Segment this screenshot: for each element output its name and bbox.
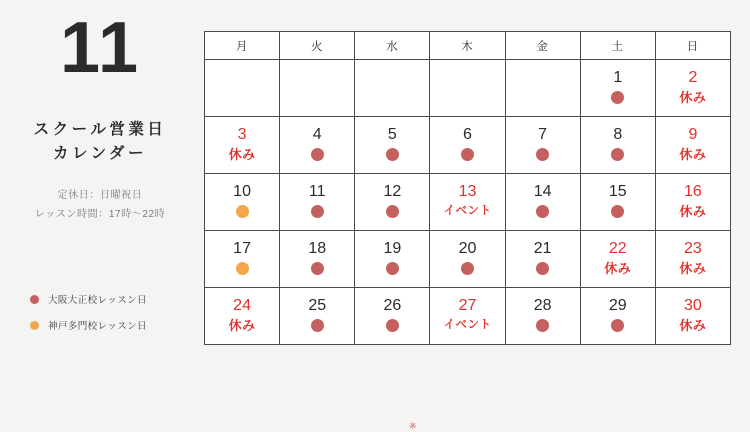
day-number: 24 [233, 297, 251, 315]
lesson-dot-icon [611, 319, 624, 332]
calendar-cell-day-23 [655, 231, 730, 288]
day-number: 30 [684, 297, 702, 315]
day-number: 16 [684, 183, 702, 201]
lesson-dot-icon [611, 89, 624, 107]
weekday-header-sat: 土 [580, 32, 655, 60]
day-number: 23 [684, 240, 702, 258]
lesson-dot-icon [236, 205, 249, 218]
legend-label-osaka: 大阪大正校レッスン日 [48, 295, 147, 306]
calendar-week-row [205, 117, 731, 174]
calendar-cell-empty [430, 60, 505, 117]
event-label-text: イベント [443, 319, 492, 332]
weekday-header-sun: 日 [655, 32, 730, 60]
lesson-dot-icon [461, 262, 474, 275]
lesson-dot-icon [536, 203, 549, 221]
lesson-dot-icon [311, 148, 324, 161]
legend-label-kobe: 神戸多門校レッスン日 [48, 321, 147, 332]
day-number: 8 [613, 126, 623, 144]
lesson-dot-icon [611, 148, 624, 161]
calendar-cell-day-5 [355, 117, 430, 174]
day-number: 11 [308, 183, 326, 201]
day-number: 7 [538, 126, 548, 144]
calendar-cell-day-10 [205, 174, 280, 231]
month-number: 11 [59, 8, 141, 88]
left-info-panel [0, 0, 200, 422]
calendar-cell-day-27 [430, 288, 505, 345]
lesson-dot-icon [386, 317, 399, 335]
note-closed-days: 定休日：日曜祝日 [57, 190, 143, 201]
weekday-header-mon: 月 [205, 32, 280, 60]
calendar-week-row [205, 231, 731, 288]
calendar-body [205, 60, 731, 345]
calendar-cell-day-11 [280, 174, 355, 231]
calendar-cell-day-8 [580, 117, 655, 174]
lesson-dot-icon [536, 148, 549, 161]
calendar-cell-day-25 [280, 288, 355, 345]
event-label [443, 203, 491, 221]
lesson-dot-icon [311, 260, 324, 278]
weekday-header-row [205, 32, 731, 60]
lesson-dot-icon [536, 319, 549, 332]
calendar-cell-empty [205, 60, 280, 117]
legend-dot-icon-osaka [30, 295, 39, 304]
day-number: 13 [458, 183, 477, 201]
calendar-cell-day-1 [580, 60, 655, 117]
closed-label-text: 休み [679, 147, 707, 163]
day-number: 22 [608, 240, 627, 258]
lesson-dot-icon [311, 203, 324, 221]
lesson-dot-icon [461, 148, 474, 161]
lesson-dot-icon [386, 203, 399, 221]
legend-dot-icon-kobe [30, 321, 39, 330]
lesson-dot-icon [611, 317, 624, 335]
day-number: 9 [688, 126, 698, 144]
event-label [443, 317, 491, 335]
day-number: 1 [613, 69, 623, 87]
lesson-dot-icon [311, 262, 324, 275]
calendar-cell-day-29 [580, 288, 655, 345]
day-number: 29 [608, 297, 627, 315]
closed-label-text: 休み [679, 204, 707, 220]
day-number: 6 [463, 126, 472, 144]
lesson-dot-icon [311, 317, 324, 335]
day-number: 10 [233, 183, 251, 201]
day-number: 26 [383, 297, 402, 315]
day-number: 27 [458, 297, 477, 315]
closed-label [229, 317, 256, 335]
calendar-week-row [205, 174, 731, 231]
calendar-cell-day-30 [655, 288, 730, 345]
lesson-dot-icon [311, 146, 324, 164]
calendar-cell-day-15 [580, 174, 655, 231]
calendar-table [204, 31, 731, 345]
lesson-dot-icon [536, 146, 549, 164]
calendar-cell-day-14 [505, 174, 580, 231]
lesson-dot-icon [386, 260, 399, 278]
closed-label-text: 休み [228, 147, 256, 163]
closed-label [679, 203, 706, 221]
day-number: 21 [533, 240, 552, 258]
calendar-cell-day-24 [205, 288, 280, 345]
calendar-cell-day-17 [205, 231, 280, 288]
day-number: 28 [533, 297, 552, 315]
lesson-dot-icon [611, 91, 624, 104]
legend-item-osaka [30, 292, 200, 306]
closed-label-text: 休み [604, 261, 632, 277]
footnote-mark: ※ [409, 421, 418, 431]
calendar-week-row [205, 288, 731, 345]
day-number: 12 [383, 183, 402, 201]
note-lesson-hours: レッスン時間：17時〜22時 [34, 209, 166, 220]
lesson-dot-icon [386, 205, 399, 218]
day-number: 25 [308, 297, 327, 315]
day-number: 17 [233, 240, 251, 258]
day-number: 14 [533, 183, 552, 201]
closed-label [679, 260, 706, 278]
page-title-line-2: カレンダー [53, 145, 147, 163]
day-number: 5 [387, 126, 397, 144]
notes-block [0, 186, 200, 224]
event-label-text: イベント [443, 205, 492, 218]
lesson-dot-icon [386, 262, 399, 275]
calendar-cell-day-7 [505, 117, 580, 174]
closed-label [604, 260, 631, 278]
closed-label-text: 休み [679, 318, 707, 334]
day-number: 15 [608, 183, 627, 201]
calendar-cell-day-9 [655, 117, 730, 174]
lesson-dot-icon [536, 260, 549, 278]
calendar-cell-day-4 [280, 117, 355, 174]
lesson-dot-icon [311, 205, 324, 218]
lesson-dot-icon [311, 319, 324, 332]
lesson-dot-icon [611, 205, 624, 218]
lesson-dot-icon [236, 260, 249, 278]
lesson-dot-icon [536, 205, 549, 218]
weekday-header-fri: 金 [505, 32, 580, 60]
calendar-cell-day-16 [655, 174, 730, 231]
calendar-cell-day-13 [430, 174, 505, 231]
day-number: 3 [237, 126, 247, 144]
closed-label [679, 317, 706, 335]
day-number: 19 [383, 240, 402, 258]
calendar-week-row [205, 60, 731, 117]
calendar-cell-empty [505, 60, 580, 117]
title-block [0, 118, 200, 166]
lesson-dot-icon [536, 317, 549, 335]
lesson-dot-icon [611, 203, 624, 221]
lesson-dot-icon [536, 262, 549, 275]
calendar-cell-day-18 [280, 231, 355, 288]
day-number: 2 [688, 69, 698, 87]
calendar-cell-empty [355, 60, 430, 117]
calendar-cell-day-21 [505, 231, 580, 288]
lesson-dot-icon [386, 319, 399, 332]
weekday-header-thu: 木 [430, 32, 505, 60]
closed-label [679, 146, 706, 164]
closed-label-text: 休み [228, 318, 256, 334]
calendar-cell-day-12 [355, 174, 430, 231]
calendar-cell-day-22 [580, 231, 655, 288]
legend-item-kobe [30, 318, 200, 332]
lesson-dot-icon [236, 262, 249, 275]
weekday-header-wed: 水 [355, 32, 430, 60]
day-number: 4 [312, 126, 322, 144]
page-title-line-1: スクール営業日 [33, 121, 167, 138]
closed-label [679, 89, 706, 107]
closed-label-text: 休み [679, 90, 707, 106]
closed-label-text: 休み [679, 261, 707, 277]
calendar-cell-day-28 [505, 288, 580, 345]
calendar-table-wrapper [204, 31, 731, 431]
calendar-cell-day-3 [205, 117, 280, 174]
calendar-cell-day-19 [355, 231, 430, 288]
lesson-dot-icon [386, 146, 399, 164]
weekday-header-tue: 火 [280, 32, 355, 60]
legend [30, 292, 200, 344]
closed-label [229, 146, 256, 164]
lesson-dot-icon [461, 260, 474, 278]
day-number: 18 [308, 240, 327, 258]
calendar-cell-day-20 [430, 231, 505, 288]
lesson-dot-icon [236, 203, 249, 221]
lesson-dot-icon [611, 146, 624, 164]
lesson-dot-icon [386, 148, 399, 161]
calendar-cell-day-26 [355, 288, 430, 345]
lesson-dot-icon [461, 146, 474, 164]
calendar-cell-empty [280, 60, 355, 117]
calendar-cell-day-2 [655, 60, 730, 117]
day-number: 20 [458, 240, 477, 258]
calendar-cell-day-6 [430, 117, 505, 174]
